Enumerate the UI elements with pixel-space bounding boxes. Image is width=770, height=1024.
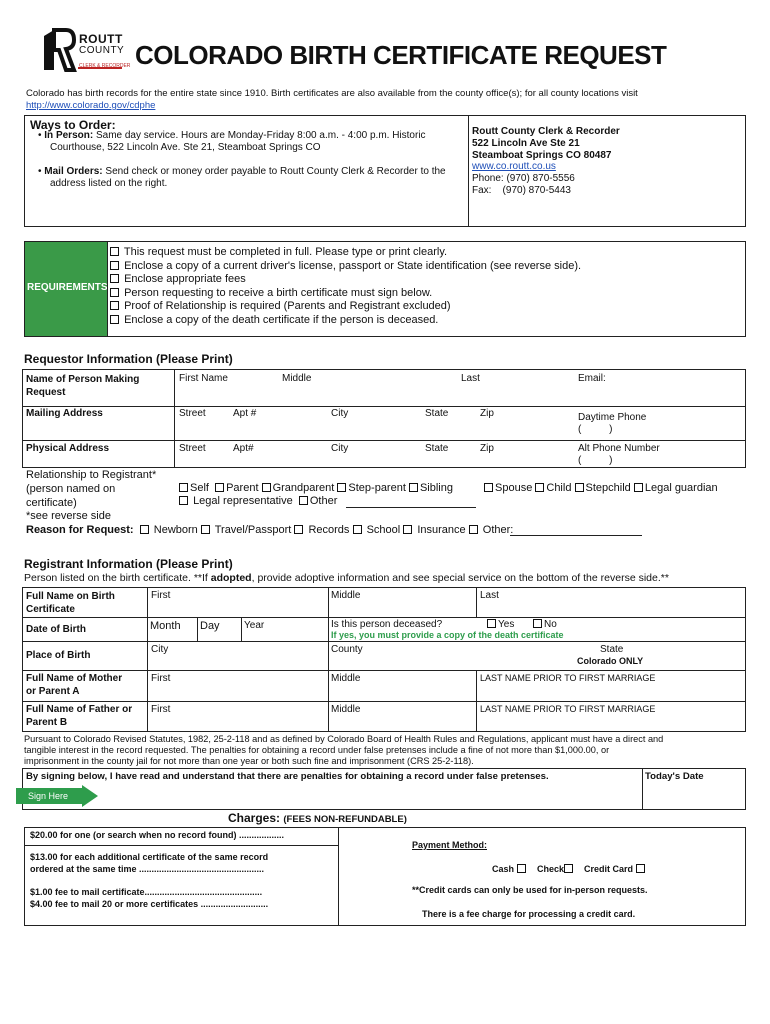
rel-child[interactable]: Child <box>535 482 571 494</box>
charges-table <box>24 827 746 926</box>
fee-4: $4.00 fee to mail 20 or more certificates ........................... <box>30 899 269 909</box>
rel-parent[interactable]: Parent <box>215 482 258 494</box>
statute-line1: Pursuant to Colorado Revised Statutes, 1982, 25-2-118 and as defined by Colorado Board of Health Rules and Regulations, applicant must have a direct and <box>24 734 664 744</box>
office-phone: Phone: (970) 870-5556 <box>472 173 575 184</box>
checkbox-icon[interactable] <box>409 483 418 492</box>
checkbox-icon[interactable] <box>337 483 346 492</box>
statute-line2: tangible interest in the record requested. The penalties for obtaining a record under false pretenses include a fine of not more than $1,000.00, or <box>24 745 610 755</box>
mailing-city[interactable]: City <box>331 408 349 419</box>
reg-middle-field[interactable]: Middle <box>331 590 361 601</box>
pay-check[interactable]: Check <box>537 864 575 874</box>
relationship-label: Relationship to Registrant* <box>26 469 157 481</box>
rel-legal-rep[interactable]: Legal representative <box>179 495 293 507</box>
reason-insurance[interactable]: Insurance <box>403 524 465 536</box>
full-name-label2: Certificate <box>26 604 75 615</box>
checkbox-icon[interactable] <box>484 483 493 492</box>
credit-card-note: **Credit cards can only be used for in-person requests. <box>412 885 648 895</box>
full-name-label: Full Name on Birth <box>26 591 115 602</box>
physical-zip[interactable]: Zip <box>480 443 494 454</box>
checkbox-icon[interactable] <box>403 525 412 534</box>
todays-date-label: Today's Date <box>645 771 704 782</box>
checkbox-icon[interactable] <box>564 864 573 873</box>
mail-line: • Mail Orders: Send check or money order payable to Routt County Clerk & Recorder to the <box>38 166 446 177</box>
relationship-options-3 <box>179 495 337 507</box>
mother-middle-field[interactable]: Middle <box>331 673 361 684</box>
rel-legal-guardian[interactable]: Legal guardian <box>634 482 718 494</box>
requirement-item: Proof of Relationship is required (Parents and Registrant excluded) <box>110 300 581 314</box>
checkbox-icon[interactable] <box>215 483 224 492</box>
dob-day-field[interactable]: Day <box>200 620 220 632</box>
rel-stepchild[interactable]: Stepchild <box>575 482 631 494</box>
checkbox-icon[interactable] <box>262 483 271 492</box>
rel-step-parent[interactable]: Step-parent <box>337 482 405 494</box>
mailing-street[interactable]: Street <box>179 408 206 419</box>
mother-label2: or Parent A <box>26 686 80 697</box>
pob-city-field[interactable]: City <box>151 644 169 655</box>
reg-last-field[interactable]: Last <box>480 590 499 601</box>
fee-3: $1.00 fee to mail certificate............................................... <box>30 887 263 897</box>
in-person-line2: Courthouse, 522 Lincoln Ave. Ste 21, Steamboat Springs CO <box>50 142 321 153</box>
fee-2b: ordered at the same time .................................................. <box>30 864 265 874</box>
father-first-field[interactable]: First <box>151 704 171 715</box>
office-website[interactable]: www.co.routt.co.us <box>472 161 556 172</box>
requirements-list <box>110 246 581 328</box>
pob-label: Place of Birth <box>26 650 91 661</box>
ways-heading: Ways to Order: <box>30 118 116 132</box>
name-person-label: Name of Person Making <box>26 374 140 385</box>
checkbox-icon[interactable] <box>575 483 584 492</box>
signature-field[interactable] <box>100 784 638 808</box>
checkbox-icon[interactable] <box>110 288 119 297</box>
office-addr1: 522 Lincoln Ave Ste 21 <box>472 138 580 149</box>
first-name-field[interactable]: First Name <box>179 373 228 384</box>
last-name-field[interactable]: Last <box>461 373 480 384</box>
physical-street[interactable]: Street <box>179 443 206 454</box>
father-label: Full Name of Father or <box>26 704 133 715</box>
checkbox-icon[interactable] <box>110 261 119 270</box>
reg-first-field[interactable]: First <box>151 590 171 601</box>
page-title: COLORADO BIRTH CERTIFICATE REQUEST <box>135 40 667 70</box>
fee-charge-note: There is a fee charge for processing a credit card. <box>422 909 636 919</box>
mother-label: Full Name of Mother <box>26 673 123 684</box>
registrant-subtitle: Person listed on the birth certificate. **If adopted, provide adoptive information and see special service on the bottom of the reverse side.** <box>24 572 669 584</box>
rel-sibling[interactable]: Sibling <box>409 482 453 494</box>
requirement-item: This request must be completed in full. Please type or print clearly. <box>110 246 581 260</box>
checkbox-icon[interactable] <box>140 525 149 534</box>
reason-school[interactable]: School <box>353 524 401 536</box>
checkbox-icon[interactable] <box>110 301 119 310</box>
rel-other-line[interactable] <box>346 507 476 508</box>
checkbox-icon[interactable] <box>110 274 119 283</box>
requirement-item: Person requesting to receive a birth certificate must sign below. <box>110 287 581 301</box>
physical-address-label: Physical Address <box>26 443 110 454</box>
checkbox-icon[interactable] <box>487 619 496 628</box>
deceased-yes[interactable]: Yes <box>487 619 514 630</box>
checkbox-icon[interactable] <box>353 525 362 534</box>
relationship-label4: *see reverse side <box>26 510 111 522</box>
mother-last-field[interactable]: LAST NAME PRIOR TO FIRST MARRIAGE <box>480 673 656 683</box>
logo-line2: COUNTY <box>79 45 125 56</box>
physical-apt[interactable]: Apt# <box>233 443 254 454</box>
checkbox-icon[interactable] <box>535 483 544 492</box>
mailing-state[interactable]: State <box>425 408 449 419</box>
name-person-label2: Request <box>26 387 66 398</box>
mailing-address-label: Mailing Address <box>26 408 103 419</box>
payment-method-label: Payment Method: <box>412 840 488 850</box>
dob-label: Date of Birth <box>26 624 86 635</box>
office-name: Routt County Clerk & Recorder <box>472 126 620 137</box>
checkbox-icon[interactable] <box>179 483 188 492</box>
alt-phone-field[interactable]: ( ) <box>578 455 613 466</box>
fee-1: $20.00 for one (or search when no record found) .................. <box>30 830 285 840</box>
checkbox-icon[interactable] <box>294 525 303 534</box>
father-last-field[interactable]: LAST NAME PRIOR TO FIRST MARRIAGE <box>480 704 656 714</box>
reason-records[interactable]: Records <box>294 524 349 536</box>
deceased-question: Is this person deceased? <box>331 619 443 630</box>
colorado-only: Colorado ONLY <box>577 656 644 666</box>
rel-other[interactable]: Other <box>299 495 338 507</box>
in-person-line: • In Person: Same day service. Hours are Monday-Friday 8:00 a.m. - 4:00 p.m. Historic <box>38 130 426 141</box>
logo-tagline: CLERK & RECORDER <box>79 63 131 69</box>
fee-2a: $13.00 for each additional certificate of the same record <box>30 852 269 862</box>
deceased-note: If yes, you must provide a copy of the death certificate <box>331 630 564 640</box>
checkbox-icon[interactable] <box>201 525 210 534</box>
physical-city[interactable]: City <box>331 443 349 454</box>
sign-here-label: Sign Here <box>28 791 69 801</box>
daytime-phone-field[interactable]: ( ) <box>578 424 613 435</box>
deceased-no[interactable]: No <box>533 619 557 630</box>
rel-self[interactable]: Self <box>179 482 209 494</box>
daytime-phone-label: Daytime Phone <box>578 412 647 423</box>
requirements-label: REQUIREMENTS <box>27 282 108 293</box>
mailing-apt[interactable]: Apt # <box>233 408 257 419</box>
checkbox-icon[interactable] <box>469 525 478 534</box>
mail-line2: address listed on the right. <box>50 178 168 189</box>
logo-line1: ROUTT <box>79 32 123 46</box>
checkbox-icon[interactable] <box>110 315 119 324</box>
registrant-heading: Registrant Information (Please Print) <box>24 557 233 571</box>
pay-credit-card[interactable]: Credit Card <box>584 864 647 874</box>
checkbox-icon[interactable] <box>179 496 188 505</box>
dob-year-field[interactable]: Year <box>244 620 265 631</box>
intro-text: Colorado has birth records for the entire state since 1910. Birth certificates are also available from the county office(s); for all county locations visit <box>26 88 638 99</box>
statute-line3: imprisonment in the county jail for not more than one year or both such fine and imprisonment (CRS 25-2-118). <box>24 756 474 766</box>
requirement-item: Enclose a copy of a current driver's license, passport or State identification (see reverse side). <box>110 260 581 274</box>
checkbox-icon[interactable] <box>299 496 308 505</box>
checkbox-icon[interactable] <box>533 619 542 628</box>
father-label2: Parent B <box>26 717 68 728</box>
office-addr2: Steamboat Springs CO 80487 <box>472 150 612 161</box>
mailing-zip[interactable]: Zip <box>480 408 494 419</box>
reason-newborn[interactable]: Newborn <box>140 524 198 536</box>
relationship-options-2 <box>484 482 718 494</box>
requestor-heading: Requestor Information (Please Print) <box>24 352 233 366</box>
charges-heading: Charges: (FEES NON-REFUNDABLE) <box>228 811 407 825</box>
checkbox-icon[interactable] <box>110 247 119 256</box>
mother-first-field[interactable]: First <box>151 673 171 684</box>
father-middle-field[interactable]: Middle <box>331 704 361 715</box>
checkbox-icon[interactable] <box>517 864 526 873</box>
dob-month-field[interactable]: Month <box>150 620 181 632</box>
rel-grandparent[interactable]: Grandparent <box>262 482 335 494</box>
rel-spouse[interactable]: Spouse <box>484 482 532 494</box>
physical-state[interactable]: State <box>425 443 449 454</box>
middle-name-field[interactable]: Middle <box>282 373 312 384</box>
reason-other[interactable]: Other: <box>469 524 514 536</box>
reason-other-line[interactable] <box>510 535 642 536</box>
checkbox-icon[interactable] <box>634 483 643 492</box>
pob-county-field[interactable]: County <box>331 644 363 655</box>
relationship-label2: (person named on <box>26 483 116 495</box>
relationship-options-1 <box>179 482 453 494</box>
checkbox-icon[interactable] <box>636 864 645 873</box>
signing-statement: By signing below, I have read and understand that there are penalties for obtaining a record under false pretenses. <box>26 771 549 782</box>
pay-cash[interactable]: Cash <box>492 864 528 874</box>
reason-travel[interactable]: Travel/Passport <box>201 524 291 536</box>
intro-link[interactable]: http://www.colorado.gov/cdphe <box>26 100 156 111</box>
office-fax: Fax: (970) 870-5443 <box>472 185 571 196</box>
email-field[interactable]: Email: <box>578 373 606 384</box>
reason-row: Reason for Request: Newborn Travel/Passport Records School Insurance Other: <box>26 524 514 536</box>
requirement-item: Enclose a copy of the death certificate if the person is deceased. <box>110 314 581 328</box>
pob-state-label: State <box>600 644 624 655</box>
relationship-label3: certificate) <box>26 497 77 509</box>
requirement-item: Enclose appropriate fees <box>110 273 581 287</box>
alt-phone-label: Alt Phone Number <box>578 443 660 454</box>
